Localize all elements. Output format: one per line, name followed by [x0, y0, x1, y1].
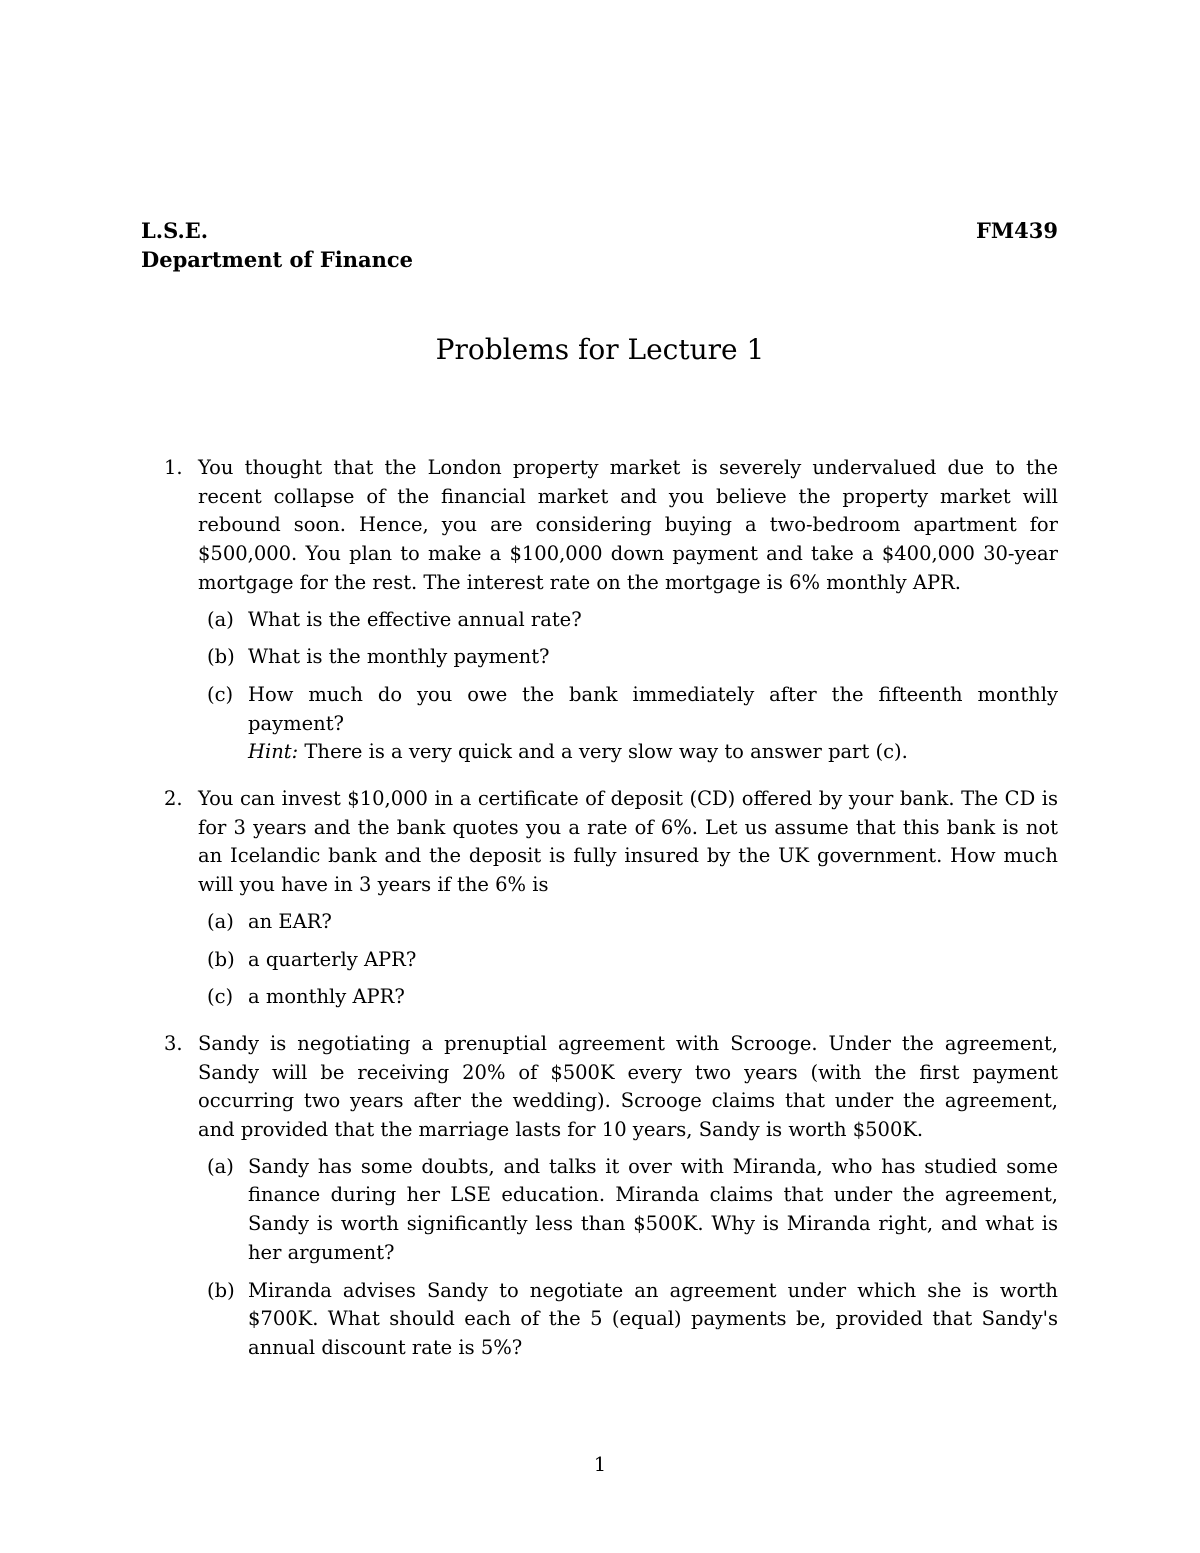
part-label: (a): [207, 607, 234, 631]
hint: [248, 738, 1058, 767]
problem-part: [207, 1277, 1058, 1363]
problem-1: [164, 454, 1058, 767]
part-text: a monthly APR?: [248, 985, 405, 1009]
part-label: (a): [207, 1154, 234, 1178]
problem-text: You can invest $10,000 in a certificate of deposit (CD) offered by your bank. The CD is for 3 years and the bank quotes you a rate of 6%. Let us assume that this bank is not an Icelandic bank and the deposit is fully insured by the UK government. How much will you have in 3 years if the 6% is: [198, 787, 1058, 897]
part-text: an EAR?: [248, 909, 332, 933]
problem-part: [207, 606, 1058, 635]
problem-2: [164, 785, 1058, 1012]
problem-parts: [198, 606, 1058, 768]
problem-3: [164, 1030, 1058, 1363]
institution-name: L.S.E.: [141, 218, 209, 243]
part-text: What is the effective annual rate?: [248, 607, 582, 631]
problem-part: [207, 983, 1058, 1012]
part-text: Sandy has some doubts, and talks it over with Miranda, who has studied some finance during her LSE education. Miranda claims that under the agreement, Sandy is worth significantly less than $500K. Why is Miranda right, and what is her argument?: [248, 1154, 1058, 1264]
part-label: (b): [207, 1278, 235, 1302]
problem-part: [207, 908, 1058, 937]
problem-text: Sandy is negotiating a prenuptial agreement with Scrooge. Under the agreement, Sandy will be receiving 20% of $500K every two years (with the first payment occurring two years after the wedding). Scrooge claims that under the agreement, and provided that the marriage lasts for 10 years, Sandy is worth $500K.: [198, 1031, 1058, 1142]
course-code: FM439: [976, 218, 1058, 243]
problem-parts: [198, 908, 1058, 1012]
part-label: (b): [207, 947, 235, 971]
problem-part: [207, 946, 1058, 975]
part-label: (b): [207, 645, 235, 669]
header-left: [141, 216, 413, 274]
hint-text: There is a very quick and a very slow way to answer part (c).: [304, 740, 908, 764]
part-text: How much do you owe the bank immediately after the fifteenth monthly payment?: [248, 682, 1058, 735]
problem-part: [207, 1153, 1058, 1268]
problem-parts: [198, 1153, 1058, 1363]
problem-part: [207, 643, 1058, 672]
problem-part: [207, 681, 1058, 767]
part-label: (c): [207, 682, 234, 706]
part-text: Miranda advises Sandy to negotiate an agreement under which she is worth $700K. What should each of the 5 (equal) payments be, provided that Sandy's annual discount rate is 5%?: [248, 1278, 1058, 1359]
hint-label: Hint:: [248, 740, 299, 764]
part-label: (c): [207, 985, 234, 1009]
problem-text: You thought that the London property market is severely undervalued due to the recent collapse of the financial market and you believe the property market will rebound soon. Hence, you are considering buying a two-bedroom apartment for $500,000. You plan to make a $100,000 down payment and take a $400,000 30-year mortgage for the rest. The interest rate on the mortgage is 6% monthly APR.: [198, 456, 1058, 594]
problem-list: [164, 454, 1058, 1381]
page-number: 1: [593, 1453, 607, 1476]
problem-number: 3.: [164, 1031, 183, 1055]
page-title: Problems for Lecture 1: [435, 333, 765, 366]
department-name: Department of Finance: [141, 247, 414, 272]
problem-number: 2.: [164, 787, 183, 811]
part-text: What is the monthly payment?: [248, 645, 550, 669]
part-label: (a): [207, 909, 234, 933]
part-text: a quarterly APR?: [248, 947, 417, 971]
problem-number: 1.: [164, 456, 183, 479]
